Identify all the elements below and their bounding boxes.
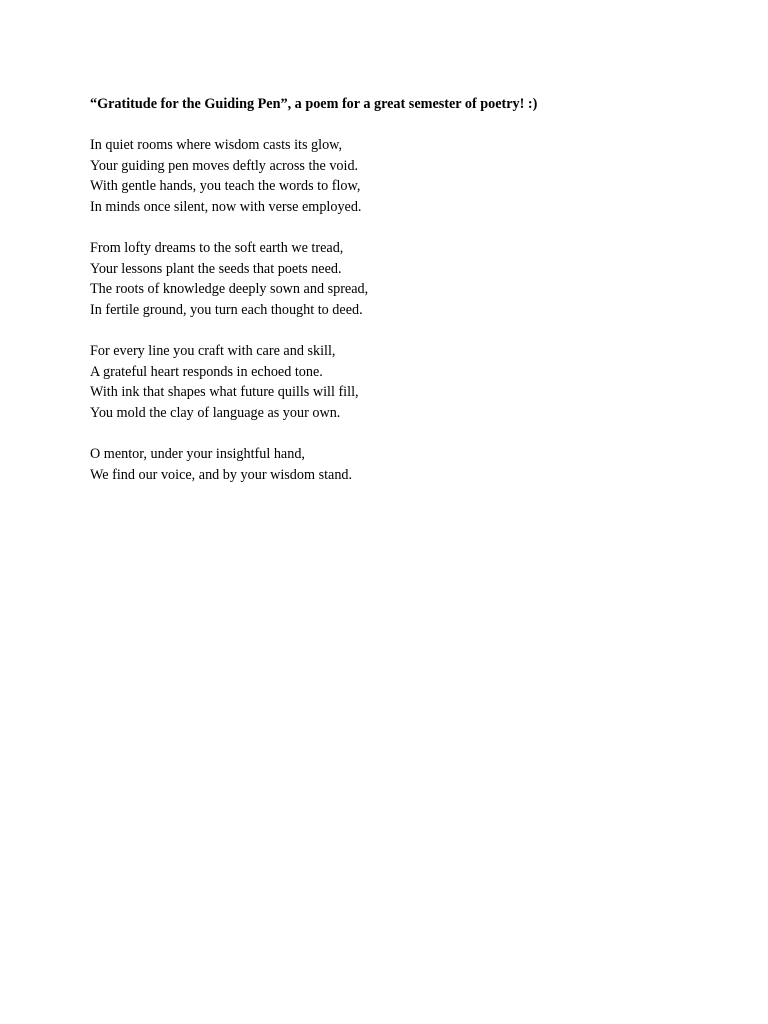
poem-line: In minds once silent, now with verse employed. (90, 198, 362, 215)
poem-line: For every line you craft with care and skill, (90, 343, 336, 360)
poem-content (90, 94, 710, 506)
poem-line: In fertile ground, you turn each thought to deed. (90, 301, 363, 318)
poem-line: With ink that shapes what future quills will fill, (90, 384, 359, 401)
poem-title: “Gratitude for the Guiding Pen”, a poem for a great semester of poetry! :) (90, 96, 538, 112)
stanza-3 (90, 341, 710, 423)
stanza-2 (90, 238, 710, 320)
poem-line: With gentle hands, you teach the words to flow, (90, 178, 361, 195)
stanza-4 (90, 444, 710, 485)
poem-line: A grateful heart responds in echoed tone. (90, 363, 323, 380)
poem-line: You mold the clay of language as your own. (90, 404, 341, 421)
poem-line: From lofty dreams to the soft earth we tread, (90, 240, 344, 257)
poem-line: O mentor, under your insightful hand, (90, 446, 305, 463)
stanza-1 (90, 135, 710, 217)
poem-line: Your lessons plant the seeds that poets need. (90, 260, 342, 277)
poem-line: Your guiding pen moves deftly across the void. (90, 157, 359, 174)
poem-line: In quiet rooms where wisdom casts its glow, (90, 137, 343, 154)
poem-line: The roots of knowledge deeply sown and spread, (90, 281, 369, 298)
poem-line: We find our voice, and by your wisdom stand. (90, 466, 353, 483)
